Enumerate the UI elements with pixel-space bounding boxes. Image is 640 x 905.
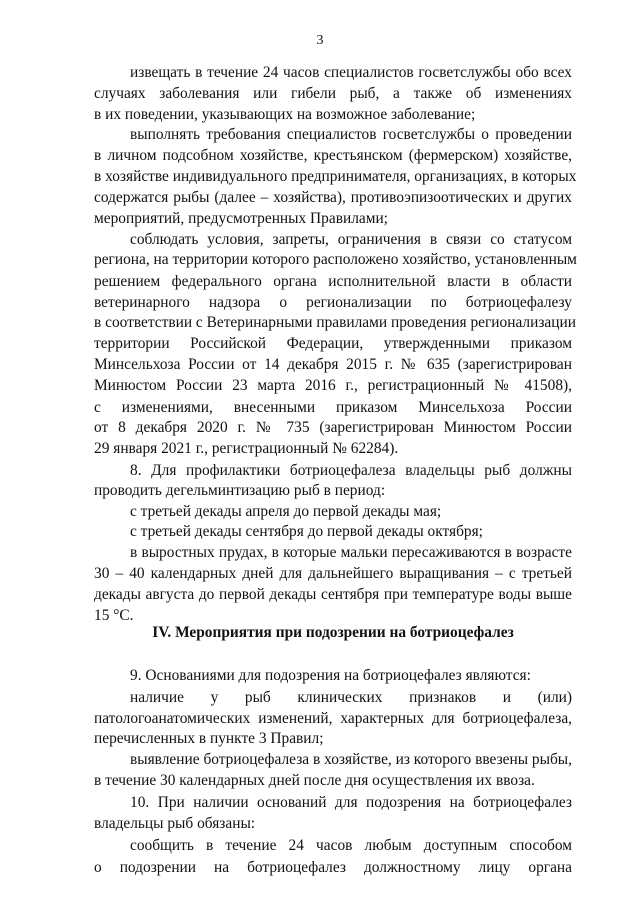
body-text-line: перечисленных в пункте 3 Правил; <box>94 730 324 747</box>
body-text-line: в хозяйстве индивидуального предпринимателя, организациях, в которых <box>94 168 577 185</box>
body-text-line: наличие у рыб клинических признаков и (или) <box>130 689 572 706</box>
section-heading: IV. Мероприятия при подозрении на ботриоцефалез <box>152 624 514 641</box>
body-text-line: в личном подсобном хозяйстве, крестьянском (фермерском) хозяйстве, <box>94 147 572 164</box>
body-text-line: декады августа до первой декады сентября при температуре воды выше <box>94 586 572 603</box>
body-text-line: соблюдать условия, запреты, ограничения в связи со статусом <box>130 231 572 248</box>
body-text-line: проводить дегельминтизацию рыб в период: <box>94 482 386 499</box>
body-text-line: ветеринарного надзора о регионализации по ботриоцефалезу <box>94 294 572 311</box>
body-text-line: 10. При наличии оснований для подозрения на ботриоцефалез <box>130 794 572 811</box>
body-text-line: решением федерального органа исполнительной власти в области <box>94 273 572 290</box>
body-text-line: в соответствии с Ветеринарными правилами проведения регионализации <box>94 314 576 331</box>
body-text-line: с изменениями, внесенными приказом Минсельхоза России <box>94 399 572 416</box>
body-text-line: в выростных прудах, в которые мальки пересаживаются в возрасте <box>130 544 572 561</box>
body-text-line: 29 января 2021 г., регистрационный № 62284). <box>94 440 399 457</box>
body-text-line: мероприятий, предусмотренных Правилами; <box>94 210 388 227</box>
body-text-line: от 8 декабря 2020 г. № 735 (зарегистрирован Минюстом России <box>94 419 572 436</box>
body-text-line: с третьей декады сентября до первой декады октября; <box>130 523 483 540</box>
body-text-line: с третьей декады апреля до первой декады мая; <box>130 503 442 520</box>
body-text-line: владельцы рыб обязаны: <box>94 815 256 832</box>
body-text-line: случаях заболевания или гибели рыб, а также об изменениях <box>94 85 572 102</box>
body-text-line: выполнять требования специалистов госветслужбы о проведении <box>130 126 572 143</box>
body-text-line: патологоанатомических изменений, характерных для ботриоцефалеза, <box>94 710 572 727</box>
body-text-line: Минюстом России 23 марта 2016 г., регистрационный № 41508), <box>94 377 572 394</box>
body-text-line: в их поведении, указывающих на возможное заболевание; <box>94 106 476 123</box>
body-text-line: 30 – 40 календарных дней для дальнейшего выращивания – с третьей <box>94 565 572 582</box>
body-text-line: в течение 30 календарных дней после дня осуществления их ввоза. <box>94 772 535 789</box>
body-text-line: Минсельхоза России от 14 декабря 2015 г. № 635 (зарегистрирован <box>94 356 572 373</box>
body-text-line: о подозрении на ботриоцефалез должностному лицу органа <box>94 859 572 876</box>
body-text-line: 8. Для профилактики ботриоцефалеза владельцы рыб должны <box>130 462 572 479</box>
body-text-line: 15 °С. <box>94 607 134 624</box>
body-text-line: сообщить в течение 24 часов любым доступным способом <box>130 837 572 854</box>
body-text-line: 9. Основаниями для подозрения на ботриоцефалез являются: <box>130 667 531 684</box>
body-text-line: содержатся рыбы (далее – хозяйства), противоэпизоотических и других <box>94 189 572 206</box>
body-text-line: извещать в течение 24 часов специалистов госветслужбы обо всех <box>130 64 572 81</box>
body-text-line: выявление ботриоцефалеза в хозяйстве, из которого ввезены рыбы, <box>130 751 572 768</box>
page-number: 3 <box>316 33 324 48</box>
body-text-line: региона, на территории которого расположено хозяйство, установленным <box>94 251 577 268</box>
body-text-line: территории Российской Федерации, утвержденными приказом <box>94 335 572 352</box>
